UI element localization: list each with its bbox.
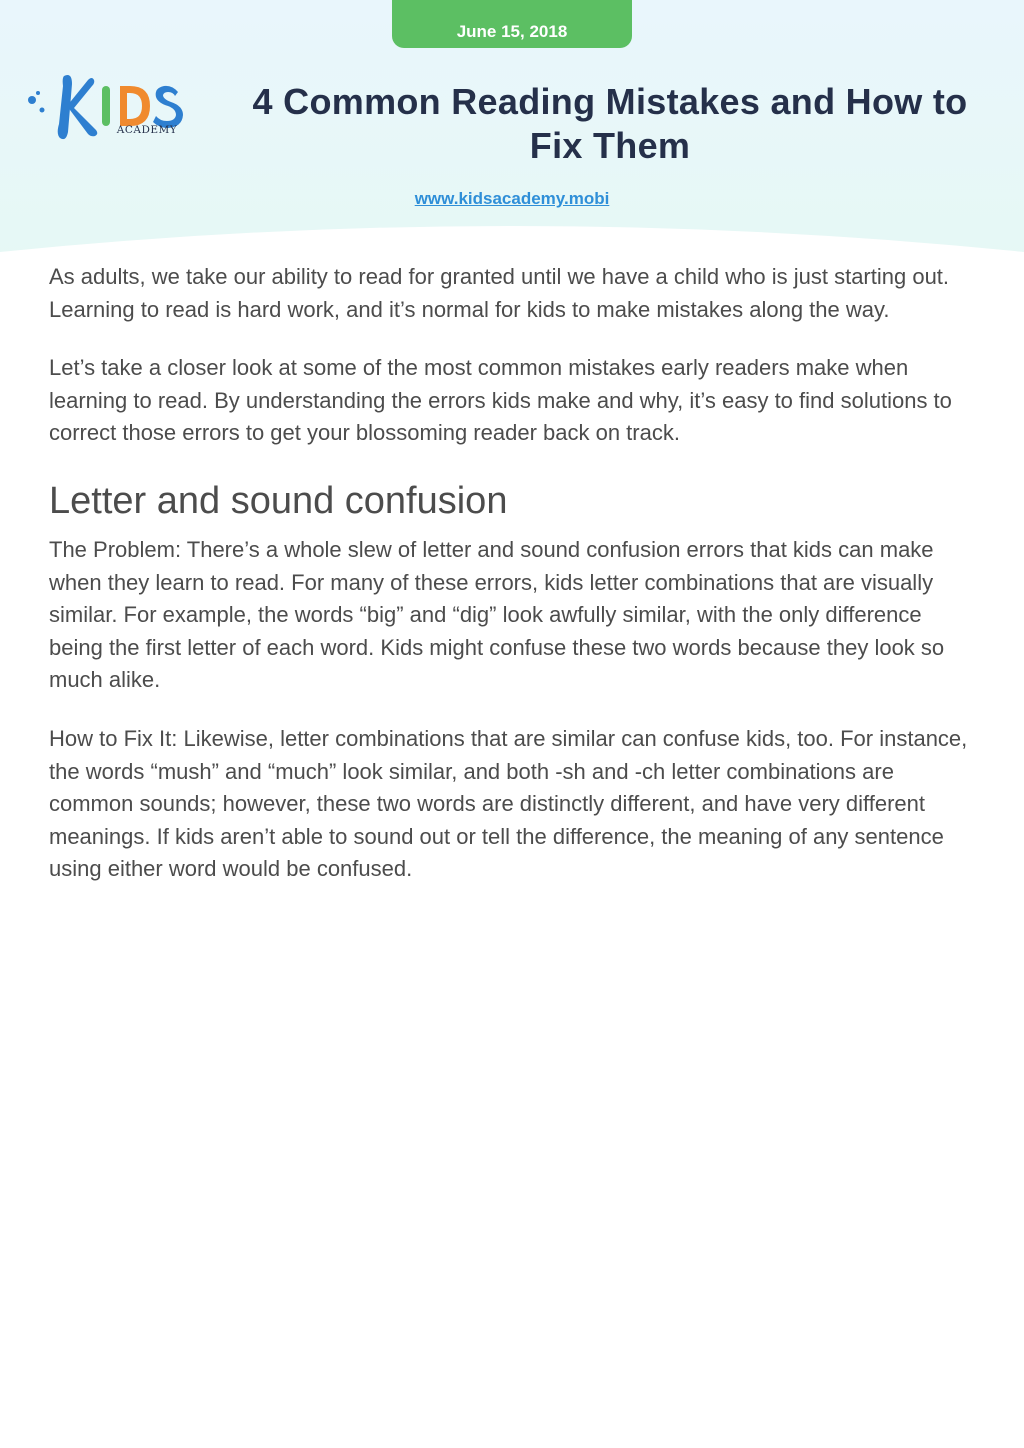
logo-splash-dot: [28, 96, 36, 104]
intro-paragraph-1: As adults, we take our ability to read for granted until we have a child who is just starting out. Learning to read is hard work, and it’s normal for kids to make mistakes along the way.: [49, 264, 950, 322]
kids-academy-logo[interactable]: [26, 66, 192, 146]
logo-subtitle: ACADEMY: [116, 124, 178, 136]
publish-date: June 15, 2018: [456, 22, 568, 41]
date-tab: [392, 0, 632, 48]
fix-paragraph: How to Fix It: Likewise, letter combinations that are similar can confuse kids, too. For instance, the words “mush” and “much” look similar, and both -sh and -ch letter combinations are common sounds; however, these two words are distinctly different, and have very different meanings. If kids aren’t able to sound out or tell the difference, the meaning of any sentence using either word would be confused.: [49, 725, 968, 882]
logo-splash-dot: [40, 108, 45, 113]
page-header: [0, 0, 1024, 262]
website-link[interactable]: www.kidsacademy.mobi: [414, 189, 610, 208]
problem-paragraph: The Problem: There’s a whole slew of letter and sound confusion errors that kids can make when they learn to read. For many of these errors, kids letter combinations that are visually similar. For example, the words “big” and “dig” look awfully similar, with the only difference being the first letter of each word. Kids might confuse these two words because they look so much alike.: [49, 536, 945, 693]
logo-splash-dot: [36, 91, 40, 95]
logo-letter-i: [102, 86, 110, 126]
logo-letter-d: [120, 86, 150, 126]
intro-paragraph-2: Let’s take a closer look at some of the most common mistakes early readers make when learning to read. By understanding the errors kids make and why, it’s easy to find solutions to correct those errors to get your blossoming reader back on track.: [49, 355, 952, 446]
logo-letter-s: [153, 86, 183, 128]
article-body: [49, 261, 979, 912]
page-title: 4 Common Reading Mistakes and How to Fix Them: [252, 81, 968, 166]
section-heading: Letter and sound confusion: [49, 479, 508, 522]
